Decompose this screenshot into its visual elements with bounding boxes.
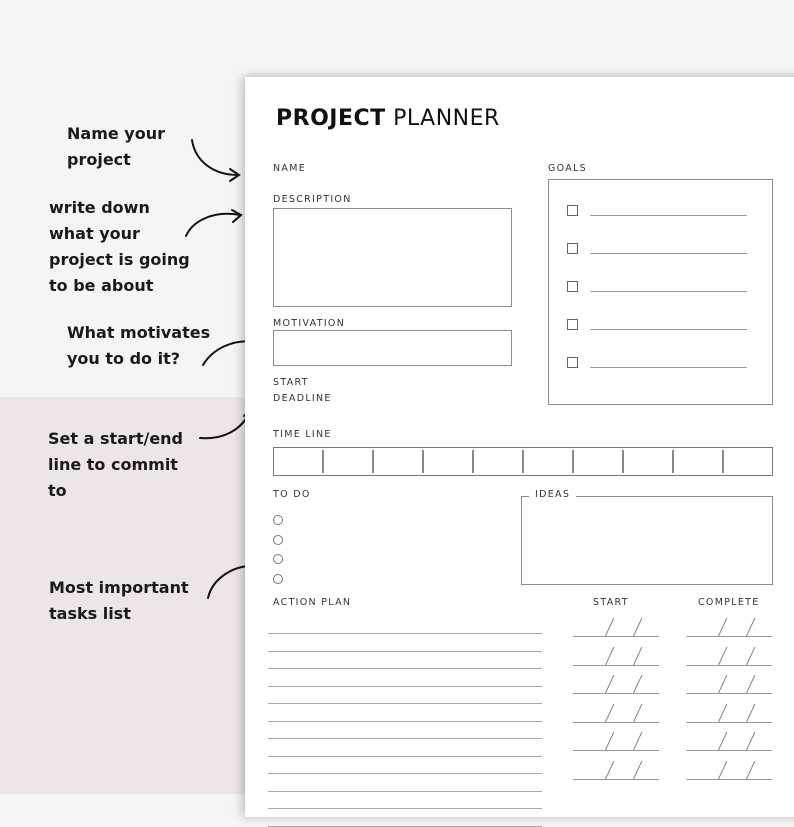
date-slash	[746, 647, 755, 665]
date-underline	[686, 665, 772, 666]
deadline-label: DEADLINE	[273, 393, 332, 404]
date-slash	[718, 761, 727, 779]
motivation-field[interactable]	[273, 330, 512, 366]
goal-line[interactable]	[590, 329, 747, 330]
start-date-field[interactable]	[573, 646, 659, 666]
todo-checkbox[interactable]	[273, 574, 283, 584]
complete-date-field[interactable]	[686, 703, 772, 723]
todo-checkbox[interactable]	[273, 554, 283, 564]
action-plan-line[interactable]	[268, 703, 542, 704]
timeline-cell[interactable]	[324, 450, 374, 473]
todo-label: TO DO	[273, 489, 311, 500]
todo-checkbox[interactable]	[273, 535, 283, 545]
date-slash	[633, 704, 642, 722]
date-slash	[633, 647, 642, 665]
start-date-field[interactable]	[573, 703, 659, 723]
date-slash	[746, 761, 755, 779]
ideas-box[interactable]	[521, 496, 773, 585]
goal-checkbox[interactable]	[567, 357, 578, 368]
complete-date-field[interactable]	[686, 617, 772, 637]
arrow-timeline-icon	[200, 410, 250, 438]
date-slash	[746, 675, 755, 693]
name-label: NAME	[273, 163, 307, 174]
annotation-timeline: Set a start/end line to commit to	[48, 429, 184, 500]
date-underline	[573, 779, 659, 780]
action-plan-line[interactable]	[268, 738, 542, 739]
timeline-cell[interactable]	[274, 450, 324, 473]
timeline-cell[interactable]	[624, 450, 674, 473]
annotation-motivation: What motivates you to do it?	[67, 323, 211, 368]
start-date-field[interactable]	[573, 731, 659, 751]
date-slash	[746, 732, 755, 750]
planner-title	[276, 106, 500, 131]
action-plan-line[interactable]	[268, 826, 542, 827]
description-field[interactable]	[273, 208, 512, 307]
action-plan-line[interactable]	[268, 721, 542, 722]
date-underline	[686, 750, 772, 751]
timeline-cell[interactable]	[724, 450, 772, 473]
action-plan-line[interactable]	[268, 668, 542, 669]
annotation-todo: Most important tasks list	[49, 578, 189, 623]
goal-checkbox[interactable]	[567, 243, 578, 254]
date-underline	[686, 693, 772, 694]
timeline-cell[interactable]	[524, 450, 574, 473]
action-plan-label: ACTION PLAN	[273, 597, 352, 608]
date-slash	[746, 618, 755, 636]
date-slash	[605, 704, 614, 722]
action-plan-line[interactable]	[268, 791, 542, 792]
goal-line[interactable]	[590, 253, 747, 254]
goals-label: GOALS	[548, 163, 587, 174]
timeline-cell[interactable]	[424, 450, 474, 473]
complete-date-field[interactable]	[686, 646, 772, 666]
date-slash	[633, 732, 642, 750]
action-plan-line[interactable]	[268, 633, 542, 634]
start-date-field[interactable]	[573, 760, 659, 780]
date-underline	[686, 779, 772, 780]
start-label: START	[273, 377, 309, 388]
complete-date-field[interactable]	[686, 760, 772, 780]
date-slash	[633, 675, 642, 693]
action-plan-line[interactable]	[268, 686, 542, 687]
action-plan-line[interactable]	[268, 808, 542, 809]
complete-date-field[interactable]	[686, 674, 772, 694]
motivation-label: MOTIVATION	[273, 318, 346, 329]
timeline-cell[interactable]	[474, 450, 524, 473]
date-slash	[718, 732, 727, 750]
goal-line[interactable]	[590, 367, 747, 368]
start-date-field[interactable]	[573, 674, 659, 694]
date-slash	[605, 761, 614, 779]
goal-line[interactable]	[590, 291, 747, 292]
timeline-label: TIME LINE	[273, 429, 332, 440]
title-bold: PROJECT	[276, 106, 386, 131]
goal-checkbox[interactable]	[567, 319, 578, 330]
date-underline	[573, 636, 659, 637]
goal-line[interactable]	[590, 215, 747, 216]
date-underline	[573, 693, 659, 694]
action-plan-line[interactable]	[268, 756, 542, 757]
date-slash	[718, 675, 727, 693]
date-underline	[573, 750, 659, 751]
date-slash	[718, 704, 727, 722]
timeline-cell[interactable]	[374, 450, 424, 473]
date-slash	[605, 732, 614, 750]
description-label: DESCRIPTION	[273, 194, 352, 205]
annotation-name: Name your project	[67, 124, 165, 169]
todo-checkbox[interactable]	[273, 515, 283, 525]
date-slash	[605, 647, 614, 665]
timeline-cell[interactable]	[574, 450, 624, 473]
start-date-field[interactable]	[573, 617, 659, 637]
date-slash	[718, 618, 727, 636]
timeline-bar	[273, 447, 773, 476]
date-slash	[633, 618, 642, 636]
arrow-description-icon	[186, 214, 240, 236]
ideas-label: IDEAS	[529, 489, 576, 500]
date-slash	[605, 675, 614, 693]
goal-checkbox[interactable]	[567, 281, 578, 292]
goals-box	[548, 179, 773, 405]
date-underline	[573, 722, 659, 723]
date-slash	[605, 618, 614, 636]
complete-column-label: COMPLETE	[698, 597, 760, 608]
date-underline	[686, 636, 772, 637]
date-slash	[718, 647, 727, 665]
timeline-cell[interactable]	[674, 450, 724, 473]
date-slash	[633, 761, 642, 779]
start-column-label: START	[593, 597, 629, 608]
action-plan-line[interactable]	[268, 773, 542, 774]
action-plan-line[interactable]	[268, 651, 542, 652]
date-slash	[746, 704, 755, 722]
complete-date-field[interactable]	[686, 731, 772, 751]
goal-checkbox[interactable]	[567, 205, 578, 216]
title-light: PLANNER	[393, 106, 500, 131]
date-underline	[686, 722, 772, 723]
date-underline	[573, 665, 659, 666]
annotation-description: write down what your project is going to be about	[49, 198, 190, 295]
